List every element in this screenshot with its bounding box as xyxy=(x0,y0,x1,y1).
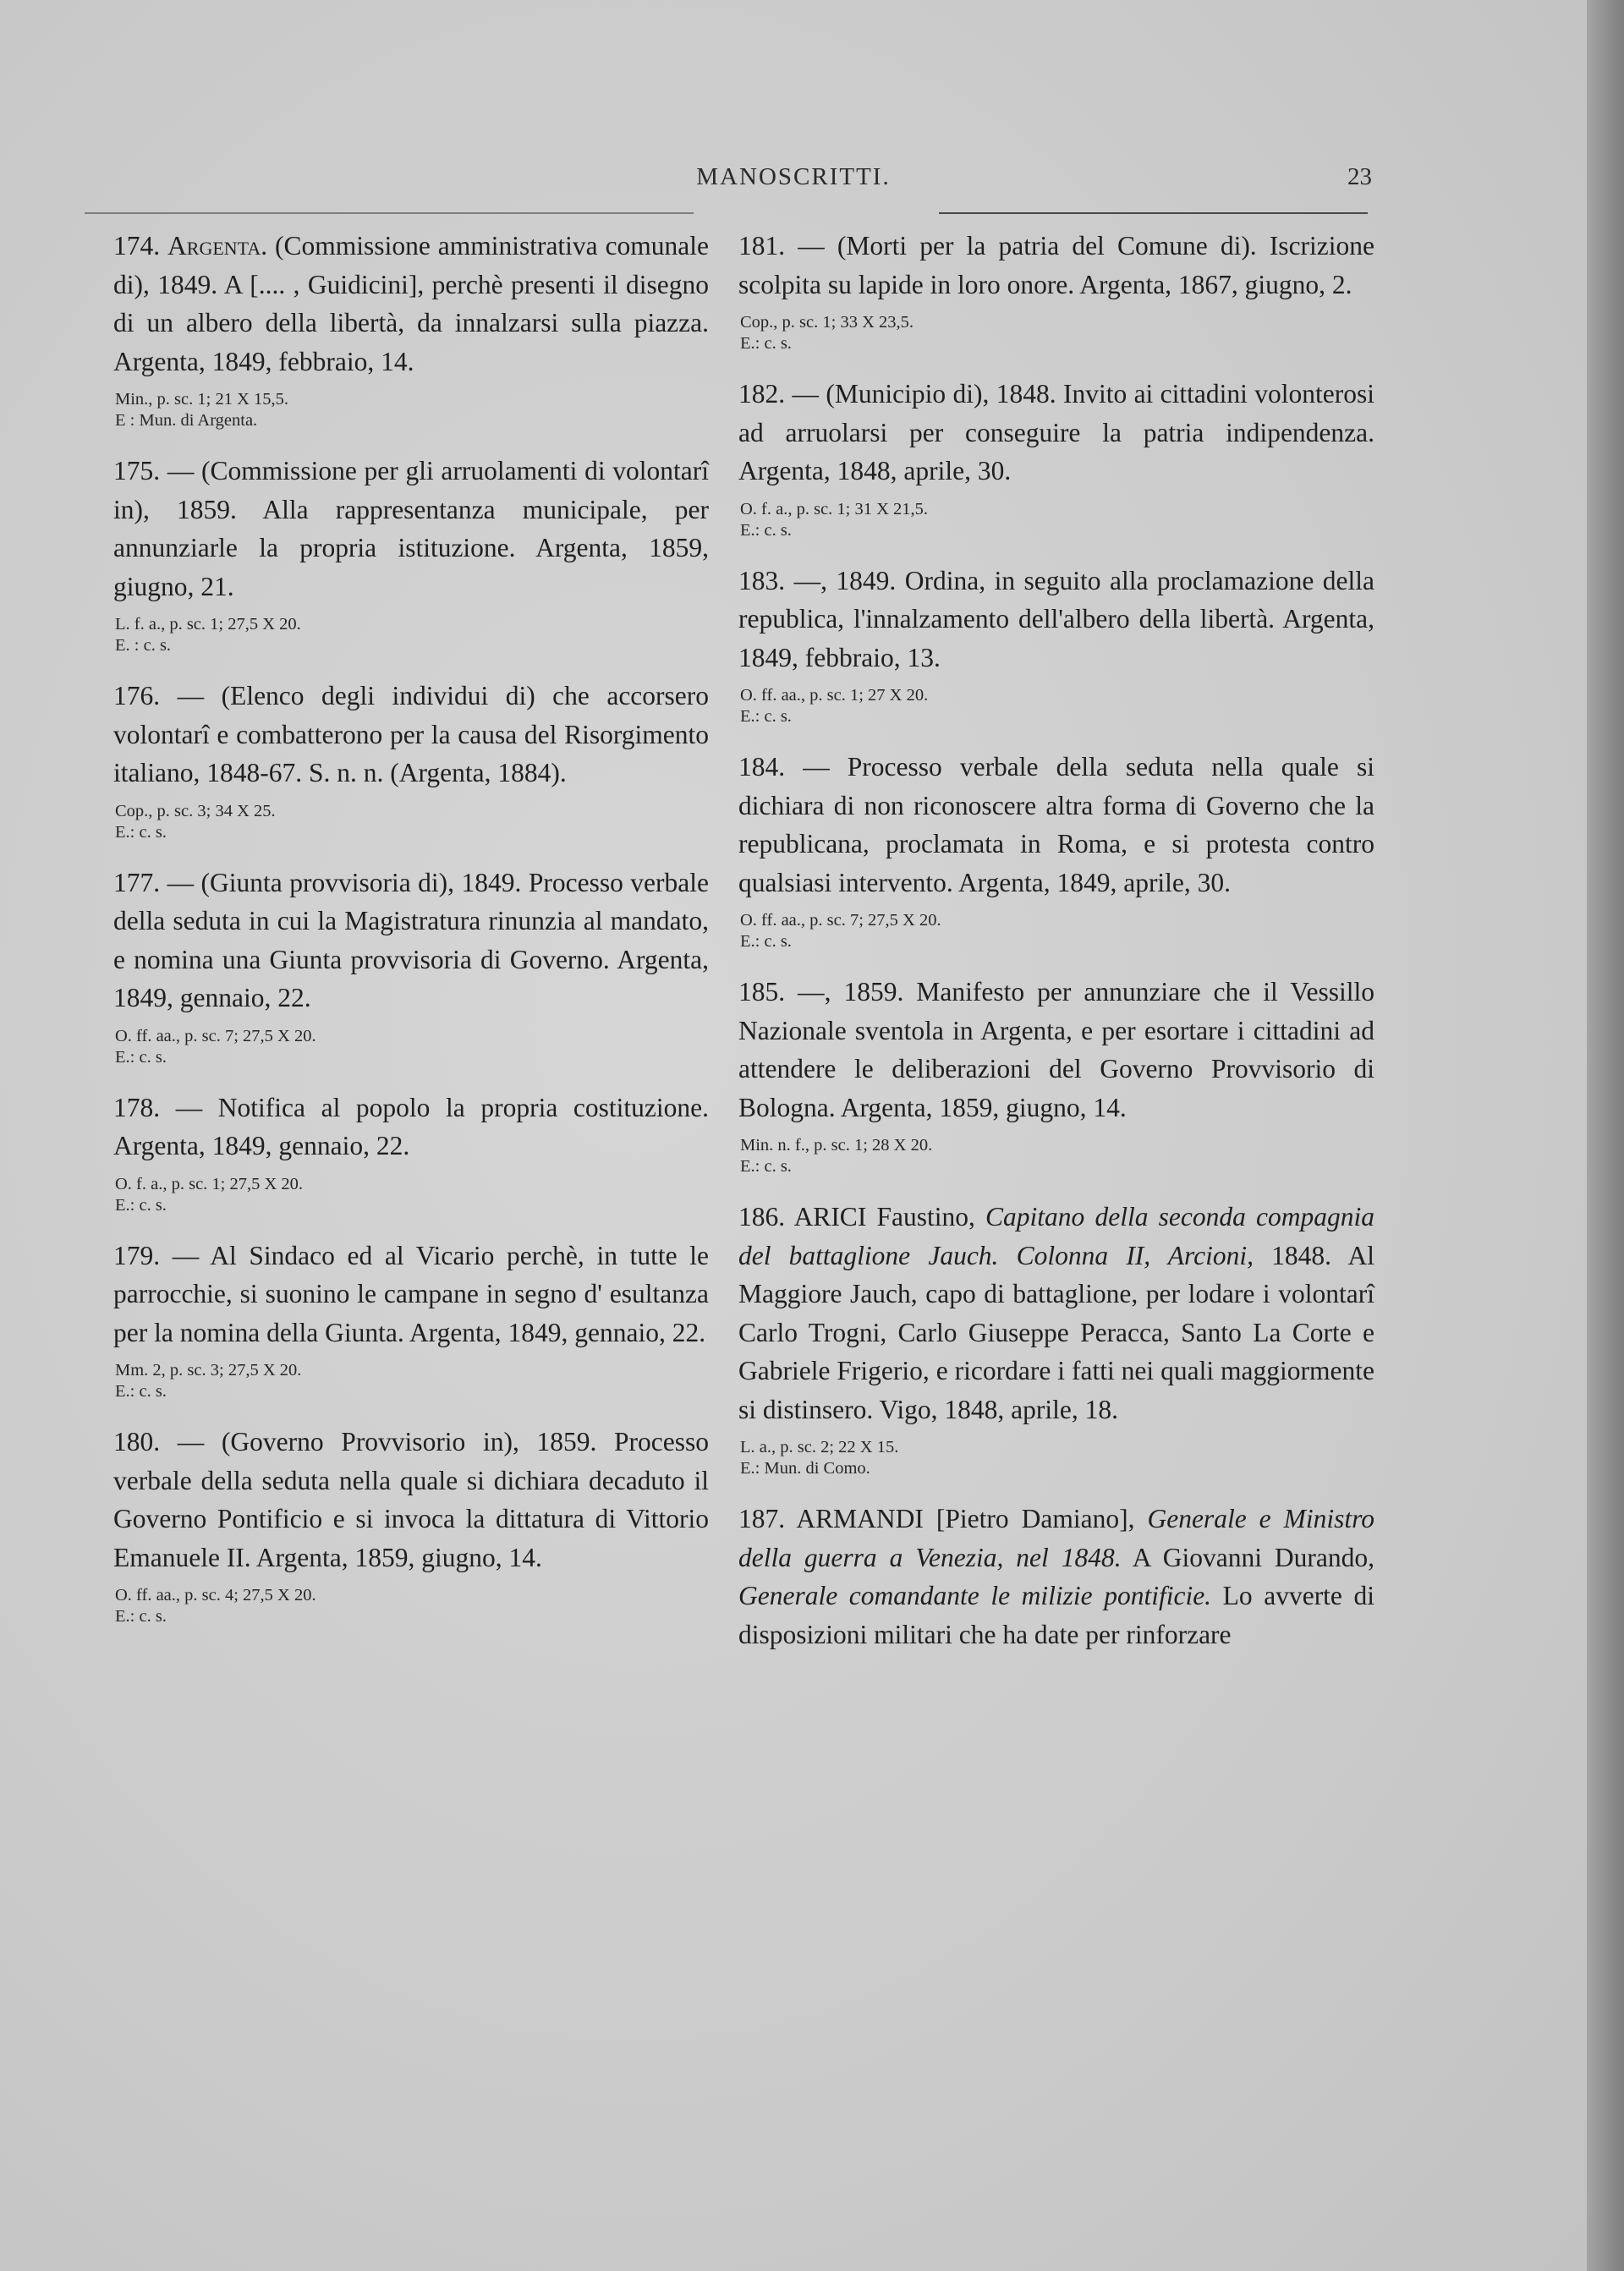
entry-187 xyxy=(738,1500,1374,1654)
entry-meta: Min. n. f., p. sc. 1; 28 X 20. E.: c. s. xyxy=(740,1136,933,1176)
entry-author: ARICI Faustino, xyxy=(793,1202,975,1231)
entry-text: — (Commissione per gli arruolamenti di volontarî in), 1859. Alla rappresentanza municipale, per annunziarle la propria istituzione. Argenta, 1859, giugno, 21. xyxy=(113,456,710,601)
entry-text: — (Elenco degli individui di) che accorsero volontarî e combatterono per la causa del Risorgimento italiano, 1848-67. S. n. n. (Argenta, 1884). xyxy=(113,681,710,787)
entry-text: — Al Sindaco ed al Vicario perchè, in tutte le parrocchie, si suonino le campane in segno d' esultanza per la nomina della Giunta. Argenta, 1849, gennaio, 22. xyxy=(113,1240,710,1347)
entry-text: (Commissione amministrativa comunale di), 1849. A [.... , Guidicini], perchè presenti il disegno di un albero della libertà, da innalzarsi sulla piazza. Argenta, 1849, febbraio, 14. xyxy=(113,231,710,376)
running-header: MANOSCRITTI. xyxy=(696,163,891,190)
entry-meta: O. ff. aa., p. sc. 7; 27,5 X 20. E.: c. s. xyxy=(740,911,941,951)
entry-176 xyxy=(113,677,709,843)
entry-author: ARMANDI [Pietro Damiano], xyxy=(796,1504,1135,1533)
entry-number: 187. xyxy=(738,1504,786,1533)
entry-183 xyxy=(738,562,1374,728)
entry-number: 175. xyxy=(113,456,161,485)
entry-meta: L. f. a., p. sc. 1; 27,5 X 20. E. : c. s. xyxy=(115,615,301,655)
entry-meta: Min., p. sc. 1; 21 X 15,5. E : Mun. di Argenta. xyxy=(115,390,288,430)
page-number: 23 xyxy=(1347,163,1372,190)
entry-number: 184. xyxy=(738,752,786,782)
entry-text: — (Municipio di), 1848. Invito ai cittadini volonterosi ad arruolarsi per conseguire la patria indipendenza. Argenta, 1848, aprile, 30. xyxy=(738,379,1374,485)
entry-text: — (Governo Provvisorio in), 1859. Processo verbale della seduta nella quale si dichiara decaduto il Governo Pontificio e si invoca la dittatura di Vittorio Emanuele II. Argenta, 1859, giugno, 14. xyxy=(113,1427,709,1572)
entry-recipient-title: Generale comandante le milizie pontificie. xyxy=(738,1581,1212,1610)
entry-number: 180. xyxy=(113,1427,161,1456)
entry-text: —, 1859. Manifesto per annunziare che il Vessillo Nazionale sventola in Argenta, e per esortare i cittadini ad attendere le deliberazioni del Governo Provvisorio di Bologna. Argenta, 1859, giugno, 14. xyxy=(738,977,1374,1122)
entry-text: — (Morti per la patria del Comune di). Iscrizione scolpita su lapide in loro onore. Argenta, 1867, giugno, 2. xyxy=(738,231,1374,299)
entry-186 xyxy=(738,1198,1374,1479)
entry-meta: O. f. a., p. sc. 1; 31 X 21,5. E.: c. s. xyxy=(740,499,929,540)
entry-meta: O. ff. aa., p. sc. 7; 27,5 X 20. E.: c. s. xyxy=(115,1026,316,1067)
entry-author-title: Generale e Ministro della guerra a Venezia, nel 1848. xyxy=(738,1504,1374,1572)
left-column xyxy=(113,227,709,1627)
entry-number: 183. xyxy=(738,565,786,595)
entry-181 xyxy=(738,227,1374,354)
entry-meta: L. a., p. sc. 2; 22 X 15. E.: Mun. di Como. xyxy=(740,1438,899,1478)
entry-number: 185. xyxy=(738,977,786,1007)
entry-text: — (Giunta provvisoria di), 1849. Processo verbale della seduta in cui la Magistratura rinunzia al mandato, e nomina una Giunta provvisoria di Governo. Argenta, 1849, gennaio, 22. xyxy=(113,867,709,1012)
entry-text: —, 1849. Ordina, in seguito alla proclamazione della republica, l'innalzamento dell'albero della libertà. Argenta, 1849, febbraio, 13. xyxy=(738,565,1374,672)
entry-number: 179. xyxy=(113,1240,161,1270)
entry-175 xyxy=(113,452,709,656)
entry-recipient: A Giovanni Durando, xyxy=(1132,1542,1374,1572)
entry-meta: Mm. 2, p. sc. 3; 27,5 X 20. E.: c. s. xyxy=(115,1361,302,1401)
entry-number: 177. xyxy=(113,867,161,897)
entry-author-title: Capitano della seconda compagnia del battaglione Jauch. Colonna II, Arcioni, xyxy=(738,1202,1375,1270)
entry-text: 1848. Al Maggiore Jauch, capo di battaglione, per lodare i volontarî Carlo Trogni, Carlo Giuseppe Peracca, Santo La Corte e Gabriele Frigerio, e ricordare i fatti nei quali maggiormente si distinsero. Vigo, 1848, aprile, 18. xyxy=(738,1240,1374,1424)
entry-number: 181. xyxy=(738,231,786,261)
page-edge-shadow xyxy=(1587,0,1624,2271)
entry-185 xyxy=(738,973,1374,1177)
entry-180 xyxy=(113,1423,709,1627)
entry-number: 182. xyxy=(738,379,786,409)
entry-174 xyxy=(113,227,709,431)
entry-number: 176. xyxy=(113,681,161,710)
entry-meta: O. ff. aa., p. sc. 4; 27,5 X 20. E.: c. s. xyxy=(115,1586,316,1626)
entry-177 xyxy=(113,864,709,1068)
entry-heading: Argenta. xyxy=(167,231,268,261)
header-rule-left xyxy=(85,212,694,214)
entry-meta: Cop., p. sc. 1; 33 X 23,5. E.: c. s. xyxy=(740,313,914,353)
entry-number: 174. xyxy=(113,231,161,261)
entry-178 xyxy=(113,1089,709,1216)
entry-text: — Notifica al popolo la propria costituzione. Argenta, 1849, gennaio, 22. xyxy=(113,1092,709,1160)
entry-meta: O. ff. aa., p. sc. 1; 27 X 20. E.: c. s. xyxy=(740,686,929,726)
entry-meta: Cop., p. sc. 3; 34 X 25. E.: c. s. xyxy=(115,801,276,842)
entry-text: — Processo verbale della seduta nella quale si dichiara di non riconoscere altra forma di Governo che la republicana, proclamata in Roma, e si protesta contro qualsiasi intervento. Argenta, 1849, aprile, 30. xyxy=(738,752,1374,897)
entry-text: Lo avverte di disposizioni militari che ha date per rinforzare xyxy=(738,1581,1374,1649)
entry-182 xyxy=(738,375,1374,541)
entry-number: 178. xyxy=(113,1092,161,1122)
entry-184 xyxy=(738,748,1374,952)
entry-number: 186. xyxy=(738,1202,786,1231)
entry-meta: O. f. a., p. sc. 1; 27,5 X 20. E.: c. s. xyxy=(115,1174,304,1215)
header-rule-right xyxy=(939,212,1368,214)
right-column xyxy=(738,227,1374,1654)
entry-179 xyxy=(113,1237,709,1403)
